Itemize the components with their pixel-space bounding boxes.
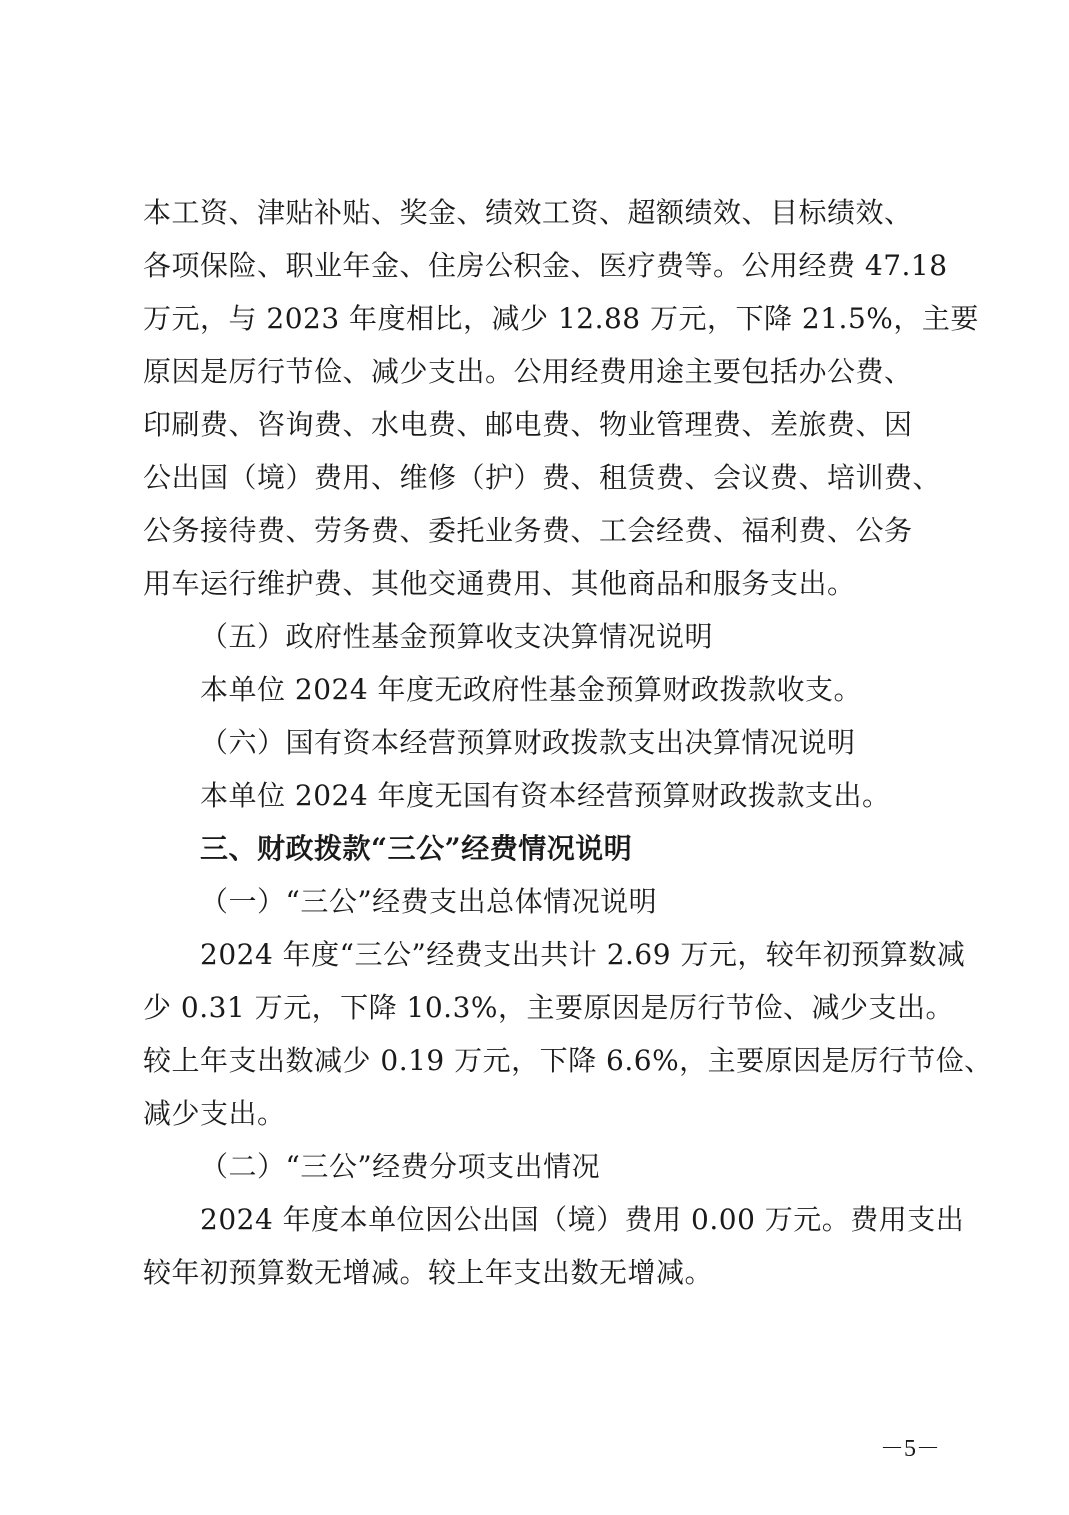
main-heading: 三、财政拨款“三公”经费情况说明 [200,832,633,865]
section-heading: （五）政府性基金预算收支决算情况说明 [200,620,714,653]
section-heading: （二）“三公”经费分项支出情况 [200,1150,601,1183]
section-heading: （一）“三公”经费支出总体情况说明 [200,885,658,918]
body-text-line: 公出国（境）费用、维修（护）费、租赁费、会议费、培训费、 [143,461,942,494]
body-text-line: 较年初预算数无增减。较上年支出数无增减。 [143,1256,714,1289]
body-text-line: 减少支出。 [143,1097,286,1130]
body-text-line: 少 0.31 万元，下降 10.3%，主要原因是厉行节俭、减少支出。 [143,991,954,1024]
body-text-line: 各项保险、职业年金、住房公积金、医疗费等。公用经费 47.18 [143,249,948,282]
body-text-line: 印刷费、咨询费、水电费、邮电费、物业管理费、差旅费、因 [143,408,913,441]
body-text-line: 2024 年度“三公”经费支出共计 2.69 万元，较年初预算数减 [200,938,966,971]
body-text-line: 本工资、津贴补贴、奖金、绩效工资、超额绩效、目标绩效、 [143,196,913,229]
body-text-line: 本单位 2024 年度无政府性基金预算财政拨款收支。 [200,673,863,706]
body-text-line: 公务接待费、劳务费、委托业务费、工会经费、福利费、公务 [143,514,913,547]
page-number: －5－ [880,1436,940,1462]
body-text-line: 用车运行维护费、其他交通费用、其他商品和服务支出。 [143,567,856,600]
body-text-line: 本单位 2024 年度无国有资本经营预算财政拨款支出。 [200,779,891,812]
section-heading: （六）国有资本经营预算财政拨款支出决算情况说明 [200,726,856,759]
body-text-line: 原因是厉行节俭、减少支出。公用经费用途主要包括办公费、 [143,355,913,388]
body-text-line: 2024 年度本单位因公出国（境）费用 0.00 万元。费用支出 [200,1203,965,1236]
body-text-line: 较上年支出数减少 0.19 万元，下降 6.6%，主要原因是厉行节俭、 [143,1044,993,1077]
body-text-line: 万元，与 2023 年度相比，减少 12.88 万元，下降 21.5%，主要 [143,302,979,335]
